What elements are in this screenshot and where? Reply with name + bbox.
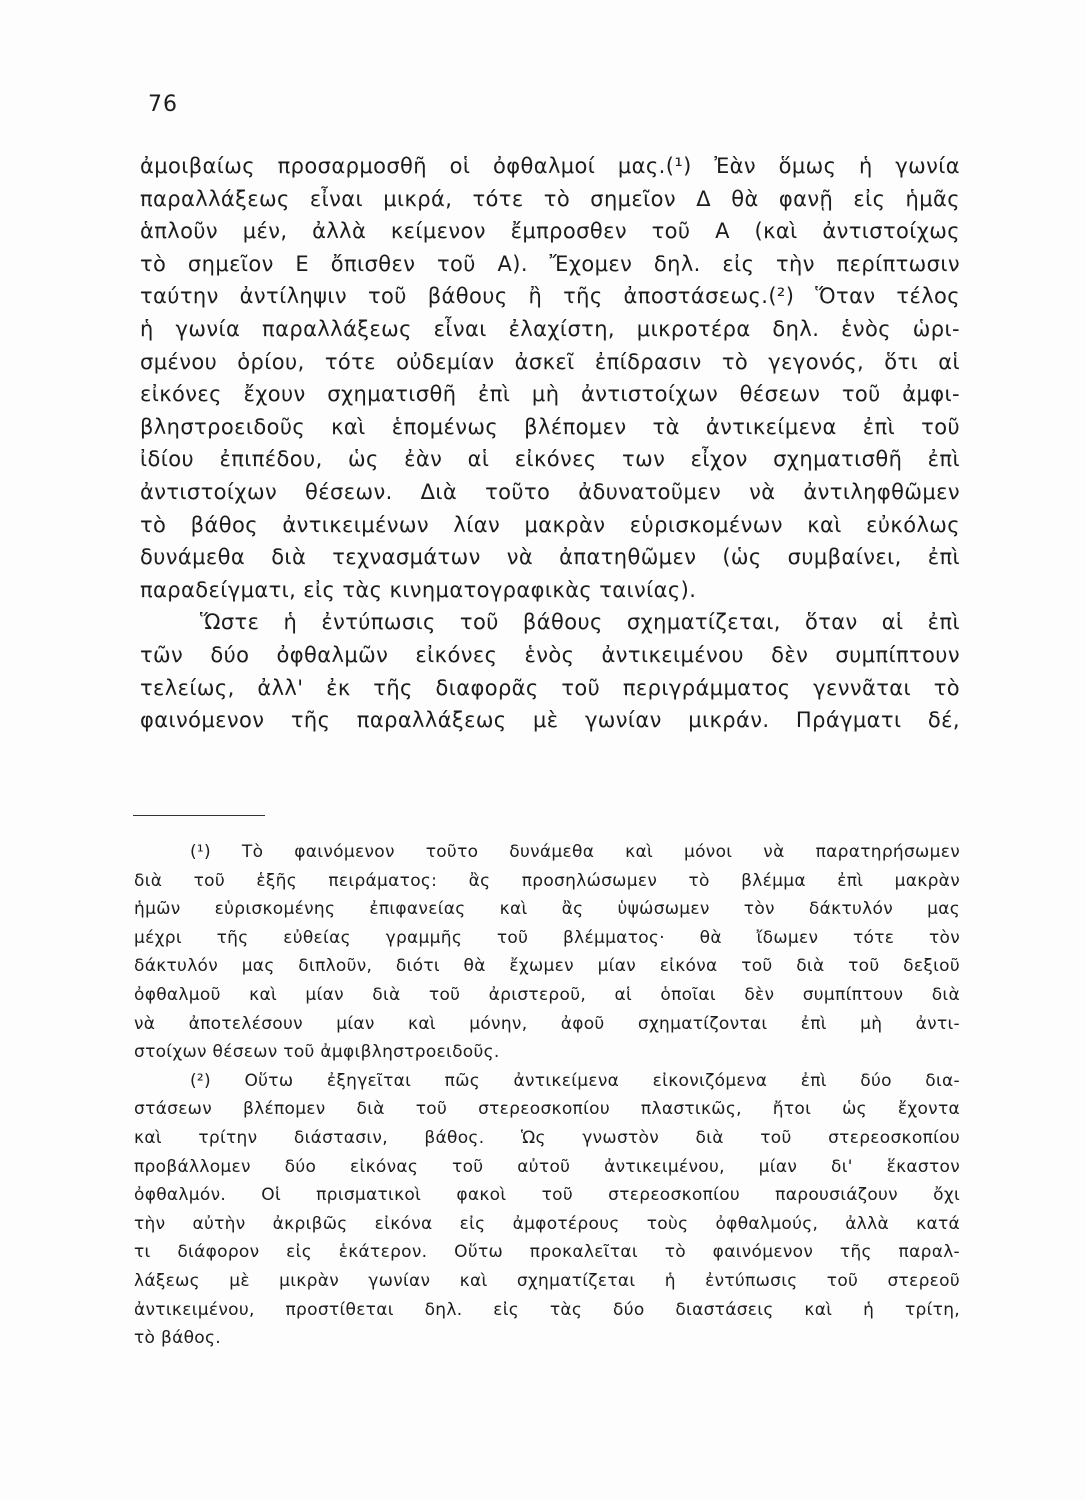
text-line: ἁπλοῦν μέν, ἀλλὰ κείμενον ἔμπροσθεν τοῦ Α (καὶ ἀντιστοίχως <box>140 219 960 244</box>
text-line: τὸ βάθος ἀντικειμένων λίαν μακρὰν εὑρισκομένων καὶ εὐκόλως <box>140 512 960 537</box>
footnote-line: νὰ ἀποτελέσουν μίαν καὶ μόνην, ἀφοῦ σχηματίζονται ἐπὶ μὴ ἀντι- <box>134 1013 960 1034</box>
text-line: δυνάμεθα διὰ τεχνασμάτων νὰ ἀπατηθῶμεν (ὡς συμβαίνει, ἐπὶ <box>140 545 960 570</box>
page-number: 76 <box>148 92 178 117</box>
footnote-line: (²) Οὕτω ἐξηγεῖται πῶς ἀντικείμενα εἰκονιζόμενα ἐπὶ δύο δια- <box>190 1070 960 1091</box>
text-line: ἰδίου ἐπιπέδου, ὡς ἐὰν αἱ εἰκόνες των εἶχον σχηματισθῆ ἐπὶ <box>140 447 960 472</box>
text-line: ἀντιστοίχων θέσεων. Διὰ τοῦτο ἀδυνατοῦμεν νὰ ἀντιληφθῶμεν <box>140 479 960 504</box>
footnotes <box>134 838 960 1353</box>
footnote-line: τι διάφορον εἰς ἑκάτερον. Οὕτω προκαλεῖται τὸ φαινόμενον τῆς παραλ- <box>134 1242 960 1263</box>
footnote-line: στάσεων βλέπομεν διὰ τοῦ στερεοσκοπίου πλαστικῶς, ἤτοι ὡς ἔχοντα <box>134 1099 960 1120</box>
text-line: εἰκόνες ἔχουν σχηματισθῆ ἐπὶ μὴ ἀντιστοίχων θέσεων τοῦ ἀμφι- <box>140 382 960 407</box>
text-line: ἡ γωνία παραλλάξεως εἶναι ἐλαχίστη, μικροτέρα δηλ. ἑνὸς ὡρι- <box>140 316 960 341</box>
text-line: Ὥστε ἡ ἐντύπωσις τοῦ βάθους σχηματίζεται, ὅταν αἱ ἐπὶ <box>200 610 960 635</box>
text-line: τῶν δύο ὀφθαλμῶν εἰκόνες ἑνὸς ἀντικειμένου δὲν συμπίπτουν <box>140 642 960 667</box>
text-line: παραδείγματι, εἰς τὰς κινηματογραφικὰς ταινίας). <box>140 577 697 602</box>
footnote-line: καὶ τρίτην διάστασιν, βάθος. Ὡς γνωστὸν διὰ τοῦ στερεοσκοπίου <box>134 1127 960 1148</box>
footnote-line: ἡμῶν εὑρισκομένης ἐπιφανείας καὶ ἂς ὑψώσωμεν τὸν δάκτυλόν μας <box>134 899 960 920</box>
footnote-line: μέχρι τῆς εὐθείας γραμμῆς τοῦ βλέμματος· θὰ ἴδωμεν τότε τὸν <box>134 927 960 948</box>
text-line: ταύτην ἀντίληψιν τοῦ βάθους ἢ τῆς ἀποστάσεως.(²) Ὅταν τέλος <box>140 284 960 309</box>
footnote-line: διὰ τοῦ ἑξῆς πειράματος: ἂς προσηλώσωμεν τὸ βλέμμα ἐπὶ μακρὰν <box>134 870 960 891</box>
footnote-line: προβάλλομεν δύο εἰκόνας τοῦ αὐτοῦ ἀντικειμένου, μίαν δι' ἕκαστον <box>134 1156 960 1177</box>
footnote-line: δάκτυλόν μας διπλοῦν, διότι θὰ ἔχωμεν μίαν εἰκόνα τοῦ διὰ τοῦ δεξιοῦ <box>134 956 960 977</box>
footnote-line: τὴν αὐτὴν ἀκριβῶς εἰκόνα εἰς ἀμφοτέρους τοὺς ὀφθαλμούς, ἀλλὰ κατά <box>134 1213 960 1234</box>
main-text <box>140 150 960 737</box>
text-line: παραλλάξεως εἶναι μικρά, τότε τὸ σημεῖον Δ θὰ φανῇ εἰς ἡμᾶς <box>140 186 960 211</box>
text-line: βληστροειδοῦς καὶ ἑπομένως βλέπομεν τὰ ἀντικείμενα ἐπὶ τοῦ <box>140 414 960 439</box>
footnote-line: λάξεως μὲ μικρὰν γωνίαν καὶ σχηματίζεται ἡ ἐντύπωσις τοῦ στερεοῦ <box>134 1270 960 1291</box>
footnote-line: ὀφθαλμόν. Οἱ πρισματικοὶ φακοὶ τοῦ στερεοσκοπίου παρουσιάζουν ὄχι <box>134 1185 960 1206</box>
text-line: τὸ σημεῖον Ε ὄπισθεν τοῦ Α). Ἔχομεν δηλ. εἰς τὴν περίπτωσιν <box>140 251 960 276</box>
footnote-line: στοίχων θέσεων τοῦ ἀμφιβληστροειδοῦς. <box>134 1042 500 1063</box>
text-line: φαινόμενον τῆς παραλλάξεως μὲ γωνίαν μικράν. Πράγματι δέ, <box>140 708 960 733</box>
text-line: ἀμοιβαίως προσαρμοσθῆ οἱ ὀφθαλμοί μας.(¹) Ἐὰν ὅμως ἡ γωνία <box>140 154 960 178</box>
footnote-line: (¹) Τὸ φαινόμενον τοῦτο δυνάμεθα καὶ μόνοι νὰ παρατηρήσωμεν <box>190 842 960 862</box>
text-line: τελείως, ἀλλ' ἐκ τῆς διαφορᾶς τοῦ περιγράμματος γεννᾶται τὸ <box>140 675 960 700</box>
text-line: σμένου ὁρίου, τότε οὐδεμίαν ἀσκεῖ ἐπίδρασιν τὸ γεγονός, ὅτι αἱ <box>140 349 960 374</box>
footnote-divider <box>133 815 265 816</box>
footnote-line: ὀφθαλμοῦ καὶ μίαν διὰ τοῦ ἀριστεροῦ, αἱ ὁποῖαι δὲν συμπίπτουν διὰ <box>134 984 960 1005</box>
footnote-line: ἀντικειμένου, προστίθεται δηλ. εἰς τὰς δύο διαστάσεις καὶ ἡ τρίτη, <box>134 1299 960 1320</box>
footnote-line: τὸ βάθος. <box>134 1328 221 1349</box>
